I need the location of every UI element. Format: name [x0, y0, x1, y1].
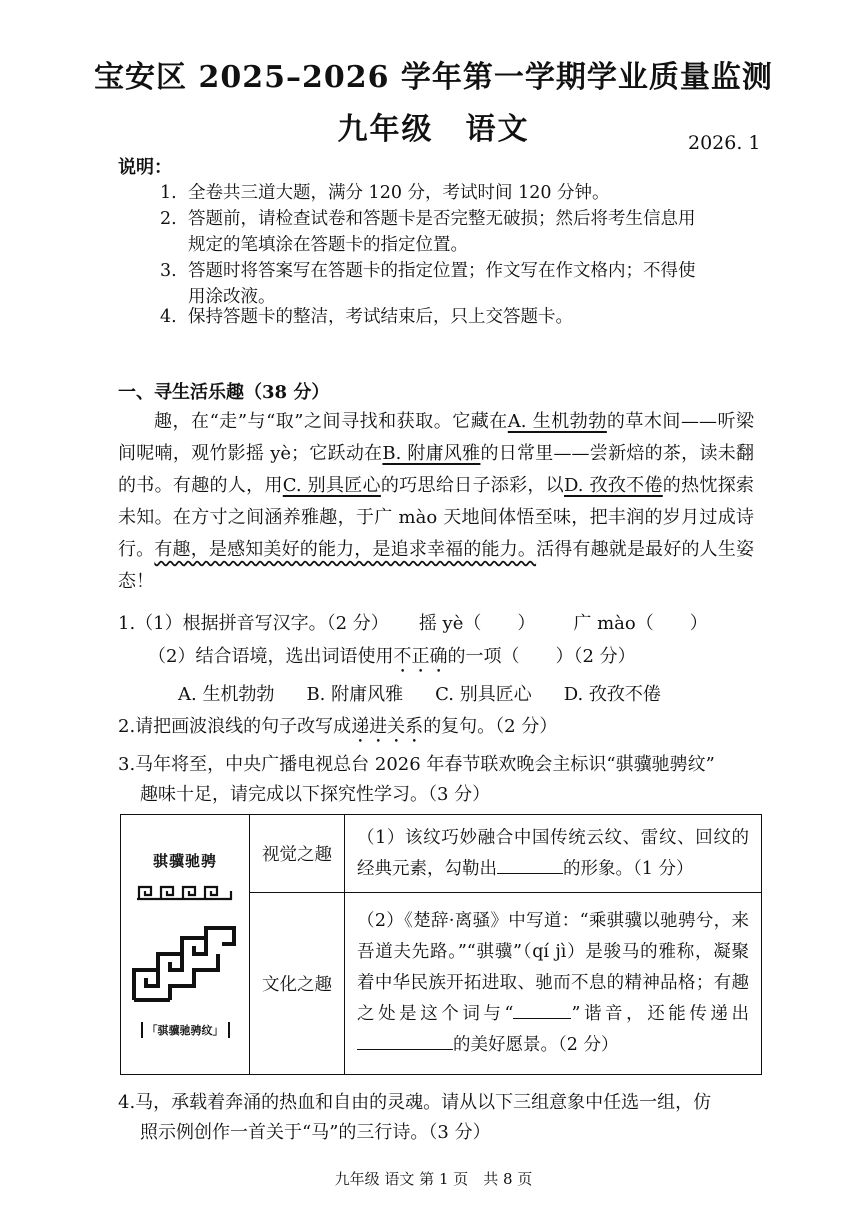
- answer-blank: [513, 1000, 571, 1019]
- section-heading: 一、寻生活乐趣（38 分）: [118, 382, 330, 403]
- question-1b-options: [178, 680, 693, 710]
- question-4: 4.马，承载着奔涌的热血和自由的灵魂。请从以下三组意象中任选一组，仿 照示例创作一首关于“马”的三行诗。（3 分）: [118, 1092, 712, 1143]
- option-a-underlined: A. 生机勃勃: [507, 411, 607, 432]
- row-content-visual: （1）该纹巧妙融合中国传统云纹、雷纹、回纹的经典元素，勾勒出 的形象。（1 分）: [345, 815, 762, 893]
- row-label-visual: 视觉之趣: [250, 815, 345, 893]
- option-b-underlined: B. 附庸风雅: [382, 443, 481, 464]
- logo-title: 骐骥驰骋: [152, 852, 217, 870]
- inquiry-table: [120, 814, 762, 1075]
- choice-a: A. 生机勃勃: [178, 684, 275, 705]
- choice-b: B. 附庸风雅: [306, 684, 404, 705]
- question-3: 3.马年将至，中央广播电视总台 2026 年春节联欢晚会主标识“骐骥驰骋纹” 趣味十足，请完成以下探究性学习。（3 分）: [118, 754, 715, 805]
- row-content-culture: （2）《楚辞·离骚》中写道：“乘骐骥以驰骋兮，来吾道夫先路。”“骐骥”（qí jì）是骏马的雅称，凝聚着中华民族开拓进取、驰而不息的精神品格；有趣之处是这个词与“ ”谐音，还能传递出的美好愿景。（2 分）: [345, 893, 762, 1075]
- logo-cell: [121, 815, 250, 1075]
- option-c-underlined: C. 别具匠心: [282, 475, 381, 496]
- notes-heading: 说明：: [118, 157, 172, 178]
- reading-passage: 趣，在“走”与“取”之间寻找和获取。它藏在A. 生机勃勃的草木间——听梁间呢喃，观竹影摇 yè；它跃动在B. 附庸风雅的日常里——尝新焙的茶，读未翻的书。有趣的人，用C. 别具匠心的巧思给日子添彩，以D. 孜孜不倦的热忱探索未知。在方寸之间涵养雅趣，于广 mào 天地间体悟至味，把丰润的岁月过成诗行。有趣，是感知美好的能力，是追求幸福的能力。活得有趣就是最好的人生姿态！: [118, 411, 755, 592]
- note-item: 2. 答题前，请检查试卷和答题卡是否完整无破损；然后将考生信息用 规定的笔填涂在答题卡的指定位置。: [160, 209, 696, 255]
- exam-title: 宝安区 2025–2026 学年第一学期学业质量监测: [94, 60, 773, 95]
- wavy-sentence: 有趣，是感知美好的能力，是追求幸福的能力。: [154, 539, 537, 560]
- note-item: 4. 保持答题卡的整洁，考试结束后，只上交答题卡。: [160, 307, 573, 327]
- note-item: 1. 全卷共三道大题，满分 120 分，考试时间 120 分钟。: [160, 183, 610, 203]
- row-label-culture: 文化之趣: [250, 893, 345, 1075]
- logo-caption: 「骐骥驰骋纹」: [141, 1022, 230, 1038]
- note-item: 3. 答题时将答案写在答题卡的指定位置；作文写在作文格内；不得使 用涂改液。: [160, 261, 696, 307]
- choice-d: D. 孜孜不倦: [563, 684, 661, 705]
- answer-blank: [497, 855, 563, 874]
- option-d-underlined: D. 孜孜不倦: [564, 475, 663, 496]
- exam-date: 2026. 1: [688, 132, 761, 154]
- answer-blank: [357, 1031, 453, 1050]
- exam-subtitle: 九年级 语文: [337, 112, 530, 147]
- question-1b: （2）结合语境，选出词语使用不正确的一项（ ）（2 分）: [148, 646, 636, 667]
- question-2: 2.请把画波浪线的句子改写成递进关系的复句。（2 分）: [118, 716, 558, 737]
- page-footer: 九年级 语文 第 1 页 共 8 页: [334, 1170, 533, 1188]
- galloping-horse-pattern-icon: [130, 924, 240, 1004]
- choice-c: C. 别具匠心: [435, 684, 532, 705]
- fret-pattern-small-icon: [137, 883, 233, 901]
- question-1a: 1.（1）根据拼音写汉字。（2 分） 摇 yè（ ） 广 mào（ ）: [118, 613, 708, 634]
